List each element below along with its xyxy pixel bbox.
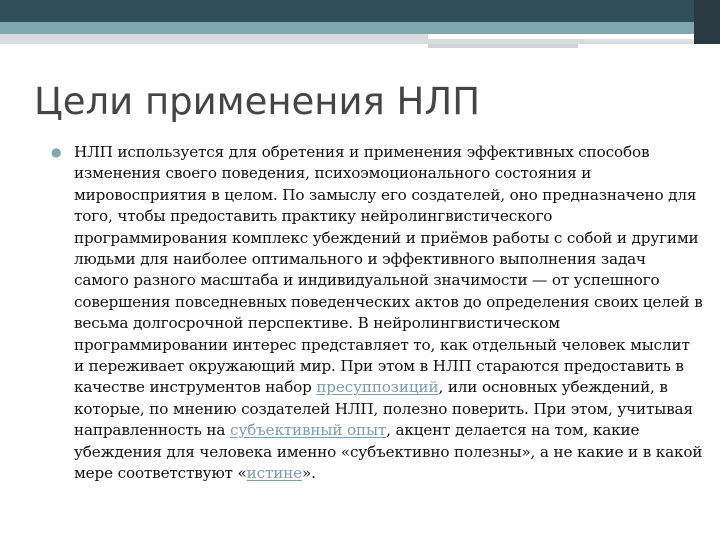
header-band-dark (0, 0, 720, 22)
slide-title: Цели применения НЛП (34, 80, 481, 123)
link-presuppositions[interactable]: пресуппозиций (316, 378, 439, 397)
body-text-part3: , акцент делается на том, какие убеждения для человека именно «субъективно полезны», а не какие и в какой мере соответствуют « (74, 421, 703, 483)
header-band-teal (0, 22, 694, 34)
header-accent-line-right (584, 39, 694, 42)
header-accent-line (428, 44, 578, 48)
link-truth[interactable]: истине (246, 464, 302, 483)
body-text-part1: НЛП используется для обретения и применения эффективных способов изменения своего поведения, психоэмоционального состояния и мировосприятия в целом. По замыслу его создателей, оно предназначено для того, чтобы предоставить практику нейролингвистического программирования комплекс убеждений и приёмов работы с собой и другими людьми для наиболее оптимального и эффективного выполнения задач самого разного масштаба и индивидуальной значимости — от успешного совершения повседневных поведенческих актов до определения своих целей в весьма долгосрочной перспективе. В нейролингвистическом программировании интерес представляет то, как отдельный человек мыслит и переживает окружающий мир. При этом в НЛП стараются предоставить в качестве инструментов набор (74, 143, 703, 397)
bullet-icon: ● (51, 145, 62, 159)
body-text-part4: ». (302, 464, 316, 483)
body-text-part2: , или основных убеждений, в которые, по мнению создателей НЛП, полезно поверить. При этом, учитывая направленность на (74, 378, 693, 440)
link-subjective-experience[interactable]: субъективный опыт (229, 421, 387, 440)
bullet-item (51, 142, 703, 485)
slide-content (51, 142, 703, 485)
header-corner-block (694, 0, 720, 44)
